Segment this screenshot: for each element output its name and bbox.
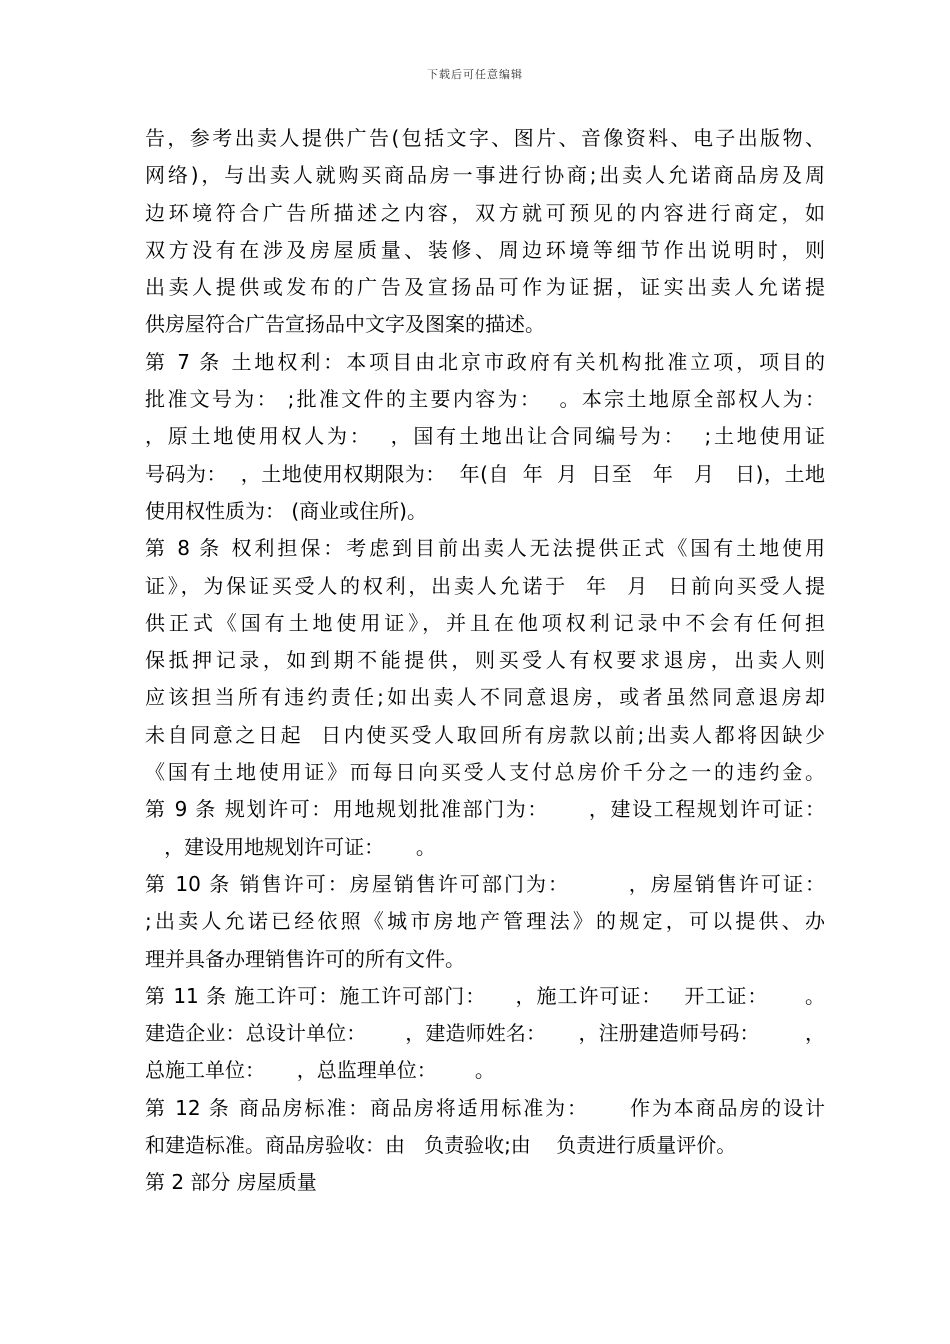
section-2-heading: 第 2 部分 房屋质量 [145, 1170, 317, 1195]
body-line: 批准文号为： ;批准文件的主要内容为： 。本宗土地原全部权人为： [145, 387, 825, 412]
body-line: ，建设用地规划许可证： 。 [145, 834, 436, 859]
body-line: 《国有土地使用证》而每日向买受人支付总房价千分之一的违约金。 [145, 760, 825, 785]
body-line: 双方没有在涉及房屋质量、装修、周边环境等细节作出说明时，则 [145, 237, 825, 262]
body-line: 和建造标准。商品房验收：由 负责验收;由 负责进行质量评价。 [145, 1133, 737, 1158]
body-line: 供房屋符合广告宣扬品中文字及图案的描述。 [145, 312, 545, 337]
article-12-heading-line: 第 12 条 商品房标准：商品房将适用标准为： 作为本商品房的设计 [145, 1095, 825, 1120]
body-line: ;出卖人允诺已经依照《城市房地产管理法》的规定，可以提供、办 [145, 909, 825, 934]
body-line: 告，参考出卖人提供广告(包括文字、图片、音像资料、电子出版物、 [145, 126, 825, 150]
body-line: 边环境符合广告所描述之内容，双方就可预见的内容进行商定，如 [145, 200, 825, 225]
page-header: 下载后可任意编辑 [427, 68, 523, 81]
article-11-heading-line: 第 11 条 施工许可：施工许可部门： ，施工许可证： 开工证： 。 [145, 983, 825, 1008]
body-line: 建造企业：总设计单位： ，建造师姓名： ，注册建造师号码： ， [145, 1021, 825, 1046]
body-line: 供正式《国有土地使用证》，并且在他项权利记录中不会有任何担 [145, 610, 825, 635]
body-line: 保抵押记录，如到期不能提供，则买受人有权要求退房，出卖人则 [145, 648, 825, 673]
article-8-heading-line: 第 8 条 权利担保：考虑到目前出卖人无法提供正式《国有土地使用 [145, 536, 825, 561]
article-9-heading-line: 第 9 条 规划许可：用地规划批准部门为： ，建设工程规划许可证： [145, 797, 825, 822]
body-line: 理并具备办理销售许可的所有文件。 [145, 946, 465, 971]
body-line: 未自同意之日起 日内使买受人取回所有房款以前;出卖人都将因缺少 [145, 722, 825, 747]
body-line: ，原土地使用权人为： ，国有土地出让合同编号为： ;土地使用证 [145, 424, 825, 449]
body-line: 证》，为保证买受人的权利，出卖人允诺于 年 月 日前向买受人提 [145, 573, 825, 598]
article-10-heading-line: 第 10 条 销售许可：房屋销售许可部门为： ，房屋销售许可证： [145, 871, 825, 896]
body-line: 总施工单位： ，总监理单位： 。 [145, 1058, 495, 1083]
body-line: 出卖人提供或发布的广告及宣扬品可作为证据，证实出卖人允诺提 [145, 275, 825, 300]
body-line: 使用权性质为： (商业或住所)。 [145, 498, 427, 523]
document-body [145, 120, 825, 1202]
body-line: 应该担当所有违约责任;如出卖人不同意退房，或者虽然同意退房却 [145, 685, 825, 710]
body-line: 网络)，与出卖人就购买商品房一事进行协商;出卖人允诺商品房及周 [145, 163, 825, 188]
body-line: 号码为： ，土地使用权期限为： 年(自 年 月 日至 年 月 日)，土地 [145, 461, 825, 486]
article-7-heading-line: 第 7 条 土地权利：本项目由北京市政府有关机构批准立项，项目的 [145, 349, 825, 374]
